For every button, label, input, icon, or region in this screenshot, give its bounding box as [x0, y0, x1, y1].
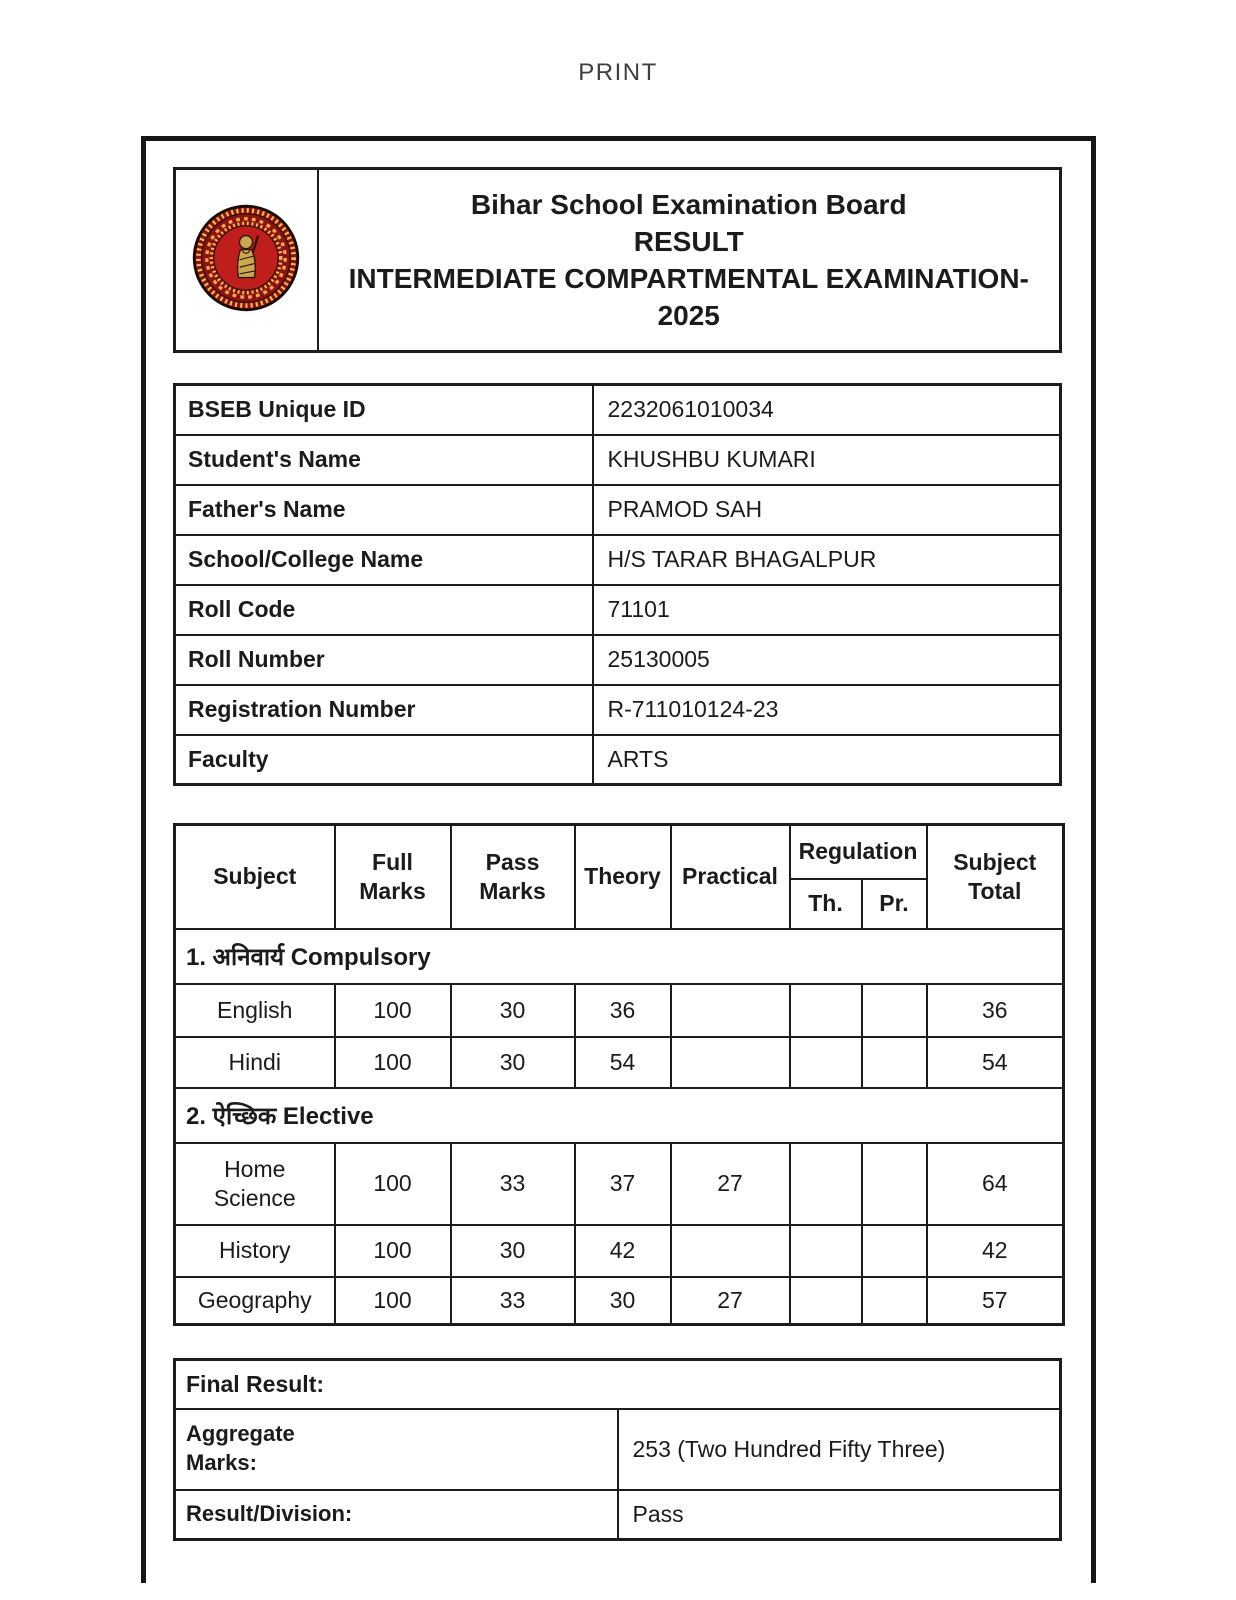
regulation-pr	[862, 1277, 927, 1325]
aggregate-marks-label: Aggregate Marks:	[175, 1409, 618, 1490]
pass-marks: 30	[451, 1037, 575, 1088]
practical-marks: 27	[671, 1143, 790, 1225]
full-marks: 100	[335, 1225, 451, 1277]
field-value: ARTS	[593, 735, 1061, 785]
regulation-pr	[862, 1225, 927, 1277]
field-value: 2232061010034	[593, 385, 1061, 435]
header-table	[173, 167, 1062, 353]
practical-marks	[671, 1225, 790, 1277]
section-header-elective	[175, 1088, 1064, 1143]
marks-table	[173, 823, 1065, 1326]
subject-total: 54	[927, 1037, 1064, 1088]
marks-header-row	[175, 825, 1064, 879]
exam-name: INTERMEDIATE COMPARTMENTAL EXAMINATION-	[348, 263, 1029, 294]
col-header-regulation-th: Th.	[790, 879, 862, 929]
field-value: KHUSHBU KUMARI	[593, 435, 1061, 485]
full-marks: 100	[335, 1037, 451, 1088]
table-row	[175, 585, 1061, 635]
result-division-value: Pass	[618, 1490, 1061, 1540]
field-label: Roll Code	[175, 585, 593, 635]
result-division-label: Result/Division:	[175, 1490, 618, 1540]
subject-name: Home Science	[175, 1143, 335, 1225]
full-marks: 100	[335, 1143, 451, 1225]
field-label: Student's Name	[175, 435, 593, 485]
col-header-practical: Practical	[671, 825, 790, 929]
table-row	[175, 1409, 1061, 1490]
col-header-regulation: Regulation	[790, 825, 927, 879]
full-marks: 100	[335, 984, 451, 1037]
theory-marks: 30	[575, 1277, 671, 1325]
exam-year: 2025	[657, 300, 720, 331]
table-row	[175, 984, 1064, 1037]
regulation-pr	[862, 984, 927, 1037]
table-row	[175, 1490, 1061, 1540]
final-result-table	[173, 1358, 1062, 1541]
pass-marks: 33	[451, 1277, 575, 1325]
regulation-pr	[862, 1037, 927, 1088]
theory-marks: 54	[575, 1037, 671, 1088]
col-header-regulation-pr: Pr.	[862, 879, 927, 929]
table-row	[175, 735, 1061, 785]
regulation-th	[790, 1225, 862, 1277]
field-label: Registration Number	[175, 685, 593, 735]
print-button[interactable]: PRINT	[0, 58, 1236, 88]
subject-total: 42	[927, 1225, 1064, 1277]
table-row	[175, 1143, 1064, 1225]
practical-marks	[671, 984, 790, 1037]
col-header-theory: Theory	[575, 825, 671, 929]
bseb-seal-icon	[190, 202, 302, 314]
field-value: R-711010124-23	[593, 685, 1061, 735]
practical-marks	[671, 1037, 790, 1088]
col-header-subject: Subject	[175, 825, 335, 929]
table-row	[175, 535, 1061, 585]
result-word: RESULT	[633, 226, 744, 257]
theory-marks: 37	[575, 1143, 671, 1225]
pass-marks: 30	[451, 984, 575, 1037]
table-row	[175, 635, 1061, 685]
field-value: H/S TARAR BHAGALPUR	[593, 535, 1061, 585]
table-row	[175, 385, 1061, 435]
final-result-title-row	[175, 1360, 1061, 1409]
full-marks: 100	[335, 1277, 451, 1325]
field-label: Faculty	[175, 735, 593, 785]
field-value: 25130005	[593, 635, 1061, 685]
col-header-full-marks: Full Marks	[335, 825, 451, 929]
subject-total: 36	[927, 984, 1064, 1037]
table-row	[175, 685, 1061, 735]
result-card	[141, 136, 1096, 1583]
field-label: Roll Number	[175, 635, 593, 685]
subject-name: Geography	[175, 1277, 335, 1325]
field-label: BSEB Unique ID	[175, 385, 593, 435]
theory-marks: 36	[575, 984, 671, 1037]
table-row	[175, 1037, 1064, 1088]
logo-cell	[175, 169, 318, 352]
subject-name: Hindi	[175, 1037, 335, 1088]
subject-name: English	[175, 984, 335, 1037]
table-row	[175, 435, 1061, 485]
practical-marks: 27	[671, 1277, 790, 1325]
field-label: School/College Name	[175, 535, 593, 585]
section-header-compulsory	[175, 929, 1064, 984]
aggregate-marks-value: 253 (Two Hundred Fifty Three)	[618, 1409, 1061, 1490]
subject-name: History	[175, 1225, 335, 1277]
table-row	[175, 1225, 1064, 1277]
field-value: 71101	[593, 585, 1061, 635]
pass-marks: 30	[451, 1225, 575, 1277]
subject-total: 57	[927, 1277, 1064, 1325]
section-title: 2. ऐच्छिक Elective	[175, 1088, 1064, 1143]
regulation-th	[790, 1143, 862, 1225]
regulation-pr	[862, 1143, 927, 1225]
field-label: Father's Name	[175, 485, 593, 535]
final-result-title: Final Result:	[175, 1360, 1061, 1409]
student-info-table	[173, 383, 1062, 786]
board-name: Bihar School Examination Board	[470, 189, 907, 220]
subject-total: 64	[927, 1143, 1064, 1225]
table-row	[175, 485, 1061, 535]
regulation-th	[790, 984, 862, 1037]
regulation-th	[790, 1037, 862, 1088]
regulation-th	[790, 1277, 862, 1325]
exam-title	[318, 169, 1061, 352]
theory-marks: 42	[575, 1225, 671, 1277]
field-value: PRAMOD SAH	[593, 485, 1061, 535]
pass-marks: 33	[451, 1143, 575, 1225]
col-header-subject-total: Subject Total	[927, 825, 1064, 929]
section-title: 1. अनिवार्य Compulsory	[175, 929, 1064, 984]
table-row	[175, 1277, 1064, 1325]
col-header-pass-marks: Pass Marks	[451, 825, 575, 929]
